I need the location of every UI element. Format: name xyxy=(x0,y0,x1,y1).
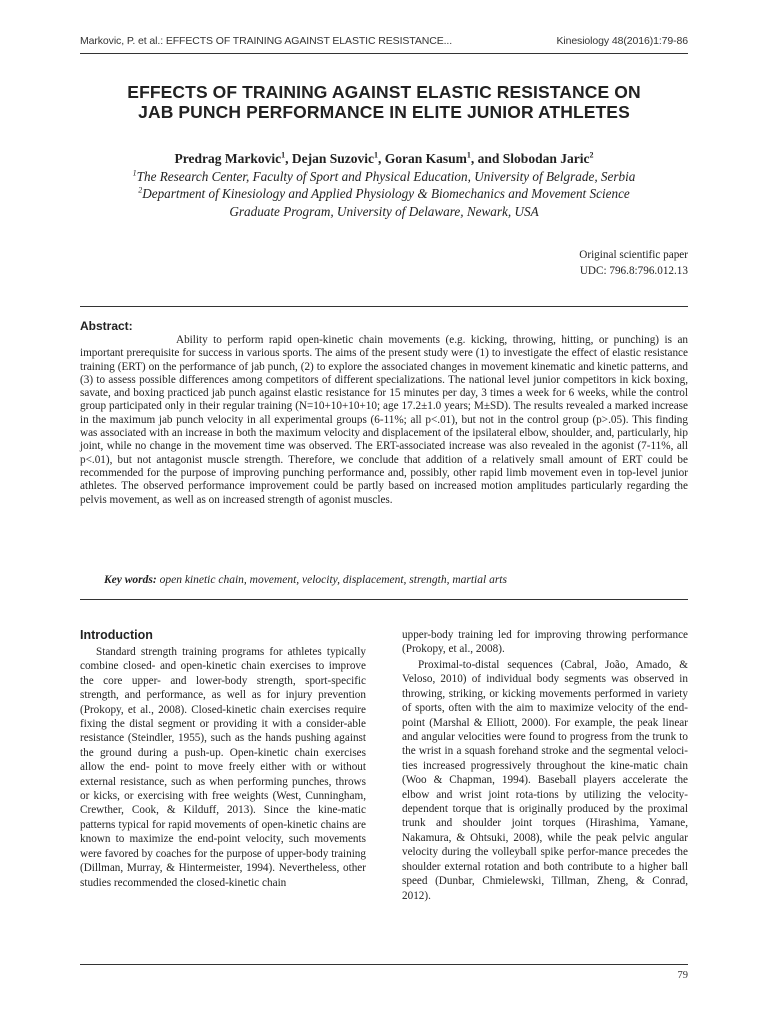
author-sup: 1 xyxy=(281,150,286,160)
running-header-left: Markovic, P. et al.: EFFECTS OF TRAINING AGAINST ELASTIC RESISTANCE... xyxy=(80,35,453,47)
author-kasum: , Goran Kasum xyxy=(378,151,467,166)
author-jaric: , and Slobodan Jaric xyxy=(470,151,590,166)
running-header-right: Kinesiology 48(2016)1:79-86 xyxy=(556,35,688,47)
paper-title xyxy=(80,82,688,122)
affiliation-2 xyxy=(80,186,688,202)
page-number: 79 xyxy=(677,970,688,981)
author-sup: 2 xyxy=(589,150,594,160)
author-sup: 1 xyxy=(374,150,379,160)
author-list xyxy=(80,151,688,167)
title-line-1: EFFECTS OF TRAINING AGAINST ELASTIC RESISTANCE ON xyxy=(127,82,641,102)
introduction-left-column: Standard strength training programs for athletes typically combine closed- and open-kinetic chain exercises to improve the core upper- and lower-body strength, sport-specific strength, and performance, as well as for injury prevention (Prokopy, et al., 2008). Closed-kinetic chain exercises require fixing the distal segment or providing it with a consider-able resistance (Steindler, 1955), such as the hands pushing against the ground during a push-up. Open-kinetic chain exercises allow the end- point to move freely either with or without external resistance, such as when performing punches, throws or kicks, or exercising with free weights (West, Cunningham, Crewther, Cook, & Kilduff, 2013). Since the kine-matic patterns typical for rapid movements of open-kinetic chains are known to maximize the end-point velocity, such movements were favored by coaches for the purpose of upper-body training (Dillman, Murray, & Hintermeister, 1994). Nevertheless, other studies recommended the closed-kinetic chain xyxy=(80,646,366,889)
affiliation-sup: 2 xyxy=(138,185,143,195)
abstract-bottom-rule xyxy=(80,599,688,600)
author-suzovic: , Dejan Suzovic xyxy=(285,151,375,166)
author-sup: 1 xyxy=(466,150,471,160)
header-rule xyxy=(80,53,688,54)
affiliation-1-text: The Research Center, Faculty of Sport and Physical Education, University of Belgrade, Serbia xyxy=(136,169,636,184)
title-line-2: JAB PUNCH PERFORMANCE IN ELITE JUNIOR ATHLETES xyxy=(138,102,630,122)
keywords xyxy=(104,574,688,586)
keywords-label: Key words: xyxy=(104,574,157,586)
affiliation-sup: 1 xyxy=(132,168,137,178)
introduction-heading: Introduction xyxy=(80,628,153,642)
affiliation-2-cont: Graduate Program, University of Delaware, Newark, USA xyxy=(229,204,539,219)
paper-type: Original scientific paper xyxy=(579,249,688,261)
footer-rule xyxy=(80,964,688,965)
abstract-top-rule xyxy=(80,306,688,307)
affiliation-1 xyxy=(80,169,688,185)
introduction-right-column-start: upper-body training led for improving throwing performance (Prokopy, et al., 2008). xyxy=(402,629,688,656)
abstract-heading: Abstract: xyxy=(80,319,133,333)
affiliation-2-text: Department of Kinesiology and Applied Physiology & Biomechanics and Movement Science xyxy=(142,186,630,201)
udc-code: UDC: 796.8:796.012.13 xyxy=(579,265,688,277)
author-markovic: Predrag Markovic xyxy=(174,151,282,166)
abstract-text: Ability to perform rapid open-kinetic chain movements (e.g. kicking, throwing, hitting, or punching) is an important prerequisite for success in various sports. The aims of the present study were (1) to investigate the effect of elastic resistance training (ERT) on the performance of jab punch, (2) to explore the associated changes in movement kinematic and kinetic patterns, and (3) to assess possible differences among competitors of different specializations. The national level junior competitors in kick boxing, savate, and boxing practiced jab punch against elastic resistance for 15 minutes per day, 3 times a week for 6 weeks, while the control group participated only in their regular training (N=10+10+10+10; age 17.2±1.0 years; M±SD). The results revealed a marked increase in the maximum jab punch velocity in all experimental groups (6-11%; all p<.01), but not in the control group (p>.05). This finding was associated with an increase in both the maximum velocity and displacement of the ipsilateral elbow, shoulder, and, particularly, hip joint, while no change in the movement time was observed. The ERT-associated increase was also revealed in the agonist (7-11%, all p<.01), but not antagonist muscle strength. Therefore, we conclude that addition of a relatively small amount of ERT could be recommended for the purpose of improving punching performance and, possibly, other rapid limb movement even in top-level junior athletes. The observed performance improvement could be partly based on increased motion amplitudes particularly regarding the pelvis movement, as well as on increased strength of agonist muscles. xyxy=(80,334,688,506)
keywords-text: open kinetic chain, movement, velocity, displacement, strength, martial arts xyxy=(159,574,507,586)
introduction-right-column-paragraph: Proximal-to-distal sequences (Cabral, João, Amado, & Veloso, 2010) of individual body segments was observed in throwing, striking, or kicking movements performed in variety of sports, often with the aim to maximize velocity of the end- point (Marshal & Elliott, 2000). For example, the peak linear and angular velocities were found to progress from the trunk to the wrist in a squash forehand stroke and the segmental veloci-ties increased progressively throughout the kine-matic chain (Woo & Chapman, 1994). Baseball players accelerate the elbow and wrist joint rota-tions by utilizing the velocity-dependent torque that is originally produced by the proximal trunk and shoulder joint torques (Hirashima, Yamane, Nakamura, & Ohtsuki, 2008), while the peak pelvic angular velocity during the volleyball spike perfor-mance precedes the shoulder external rotation and both contribute to a higher ball speed (Dunbar, Chmielewski, Tillman, Zheng, & Conrad, 2012). xyxy=(402,659,688,902)
